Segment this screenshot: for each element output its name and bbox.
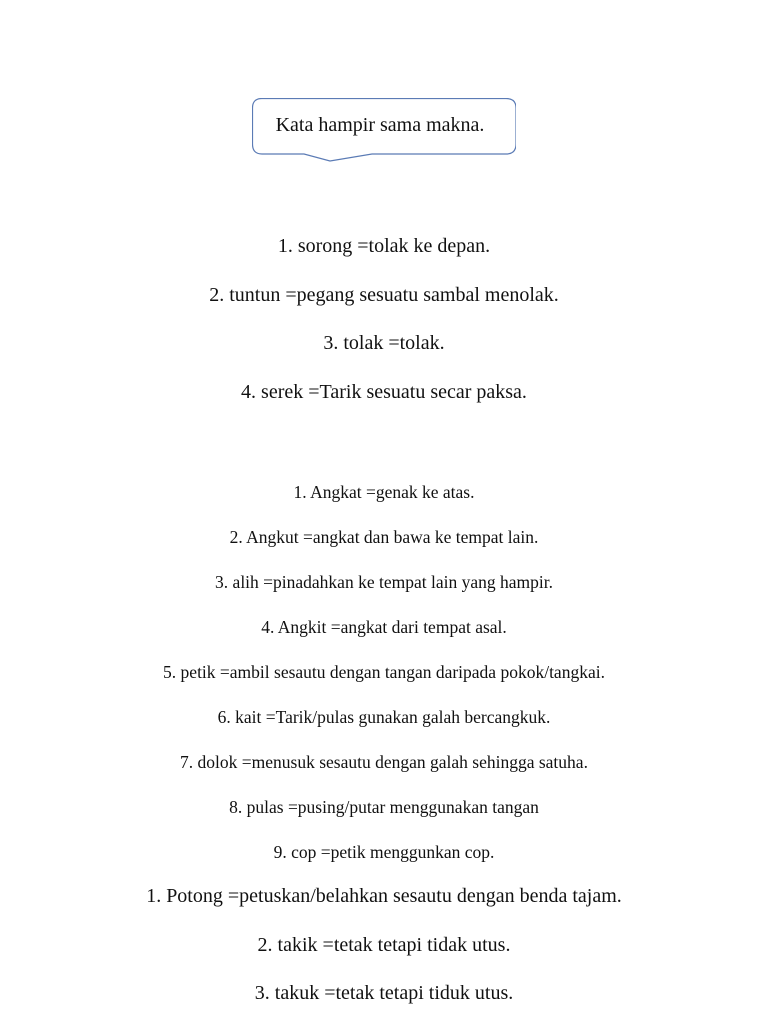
list-item: 1. Angkat =genak ke atas. <box>293 482 475 502</box>
list-item: 2. tuntun =pegang sesuatu sambal menolak. <box>209 283 559 306</box>
list-item: 7. dolok =menusuk sesautu dengan galah sehingga satuha. <box>180 752 588 772</box>
list-item: 1. Potong =petuskan/belahkan sesautu dengan benda tajam. <box>146 885 622 907</box>
title-callout <box>252 98 516 162</box>
word-list-3 <box>0 882 768 1028</box>
list-item: 8. pulas =pusing/putar menggunakan tangan <box>229 797 539 817</box>
word-list-2 <box>0 479 768 884</box>
list-item: 4. Angkit =angkat dari tempat asal. <box>261 617 507 637</box>
list-item: 1. sorong =tolak ke depan. <box>277 235 491 257</box>
list-item: 2. takik =tetak tetapi tidak utus. <box>257 933 511 956</box>
list-item: 3. alih =pinadahkan ke tempat lain yang hampir. <box>215 572 553 592</box>
callout-title: Kata hampir sama makna. <box>275 114 485 136</box>
list-item: 9. cop =petik menggunkan cop. <box>273 842 495 862</box>
list-item: 6. kait =Tarik/pulas gunakan galah bercangkuk. <box>217 707 551 727</box>
word-list-1 <box>0 232 768 426</box>
list-item: 3. takuk =tetak tetapi tiduk utus. <box>254 982 514 1004</box>
list-item: 2. Angkut =angkat dan bawa ke tempat lain. <box>229 527 539 547</box>
list-item: 3. tolak =tolak. <box>323 332 445 354</box>
list-item: 4. serek =Tarik sesuatu secar paksa. <box>241 380 527 403</box>
list-item: 5. petik =ambil sesautu dengan tangan daripada pokok/tangkai. <box>163 662 605 682</box>
